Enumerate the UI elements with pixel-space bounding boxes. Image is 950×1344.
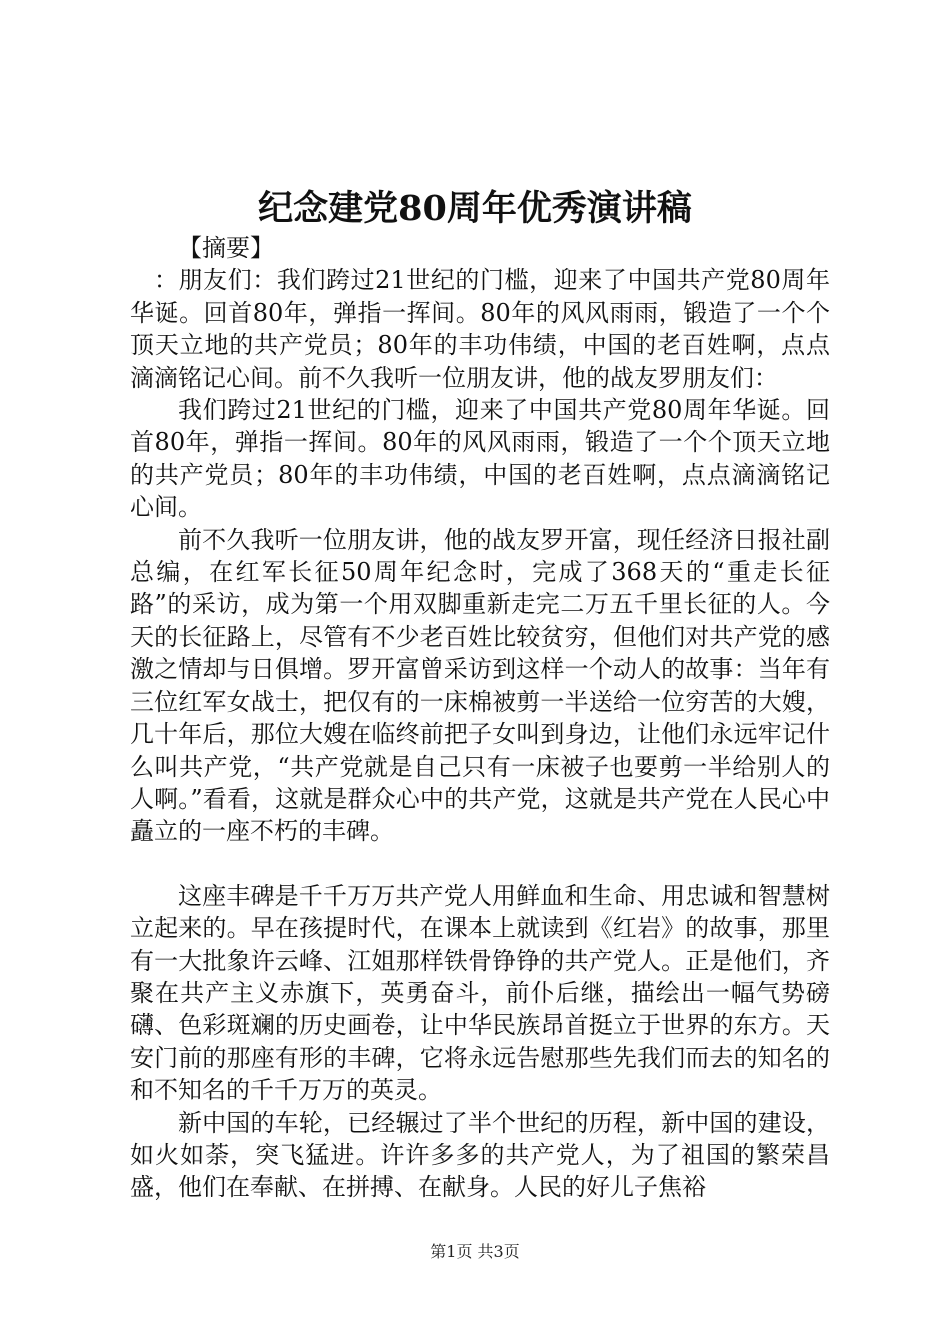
document-title: 纪念建党80周年优秀演讲稿 [258, 188, 692, 229]
paragraph-4: 新中国的车轮，已经辗过了半个世纪的历程，新中国的建设，如火如荼，突飞猛进。许许多多的共产党人，为了祖国的繁荣昌盛，他们在奉献、在拼搏、在献身。人民的好儿子焦裕 [130, 1108, 830, 1202]
page-footer: 第1页 共3页 [430, 1242, 520, 1261]
abstract-label: 【摘要】 [178, 234, 274, 262]
paragraph-spacer [130, 848, 830, 880]
abstract-text: ：朋友们：我们跨过21世纪的门槛，迎来了中国共产党80周年华诞。回首80年，弹指一挥间。80年的风风雨雨，锻造了一个个顶天立地的共产党员；80年的丰功伟绩，中国的老百姓啊，点点滴滴铭记心间。前不久我听一位朋友讲，他的战友罗朋友们： [130, 266, 830, 392]
paragraph-3: 这座丰碑是千千万万共产党人用鲜血和生命、用忠诚和智慧树立起来的。早在孩提时代，在课本上就读到《红岩》的故事，那里有一大批象许云峰、江姐那样铁骨铮铮的共产党人。正是他们，齐聚在共产主义赤旗下，英勇奋斗，前仆后继，描绘出一幅气势磅礴、色彩斑斓的历史画卷，让中华民族昂首挺立于世界的东方。天安门前的那座有形的丰碑，它将永远告慰那些先我们而去的知名的和不知名的千千万万的英灵。 [130, 881, 830, 1105]
document-body [130, 232, 830, 1204]
paragraph-1: 我们跨过21世纪的门槛，迎来了中国共产党80周年华诞。回首80年，弹指一挥间。80年的风风雨雨，锻造了一个个顶天立地的共产党员；80年的丰功伟绩，中国的老百姓啊，点点滴滴铭记心间。 [130, 396, 830, 522]
paragraph-2: 前不久我听一位朋友讲，他的战友罗开富，现任经济日报社副总编，在红军长征50周年纪念时，完成了368天的“重走长征路”的采访，成为第一个用双脚重新走完二万五千里长征的人。今天的长征路上，尽管有不少老百姓比较贫穷，但他们对共产党的感激之情却与日俱增。罗开富曾采访到这样一个动人的故事：当年有三位红军女战士，把仅有的一床棉被剪一半送给一位穷苦的大嫂，几十年后，那位大嫂在临终前把子女叫到身边，让他们永远牢记什么叫共产党，“共产党就是自己只有一床被子也要剪一半给别人的人啊。”看看，这就是群众心中的共产党，这就是共产党在人民心中矗立的一座不朽的丰碑。 [130, 525, 830, 846]
